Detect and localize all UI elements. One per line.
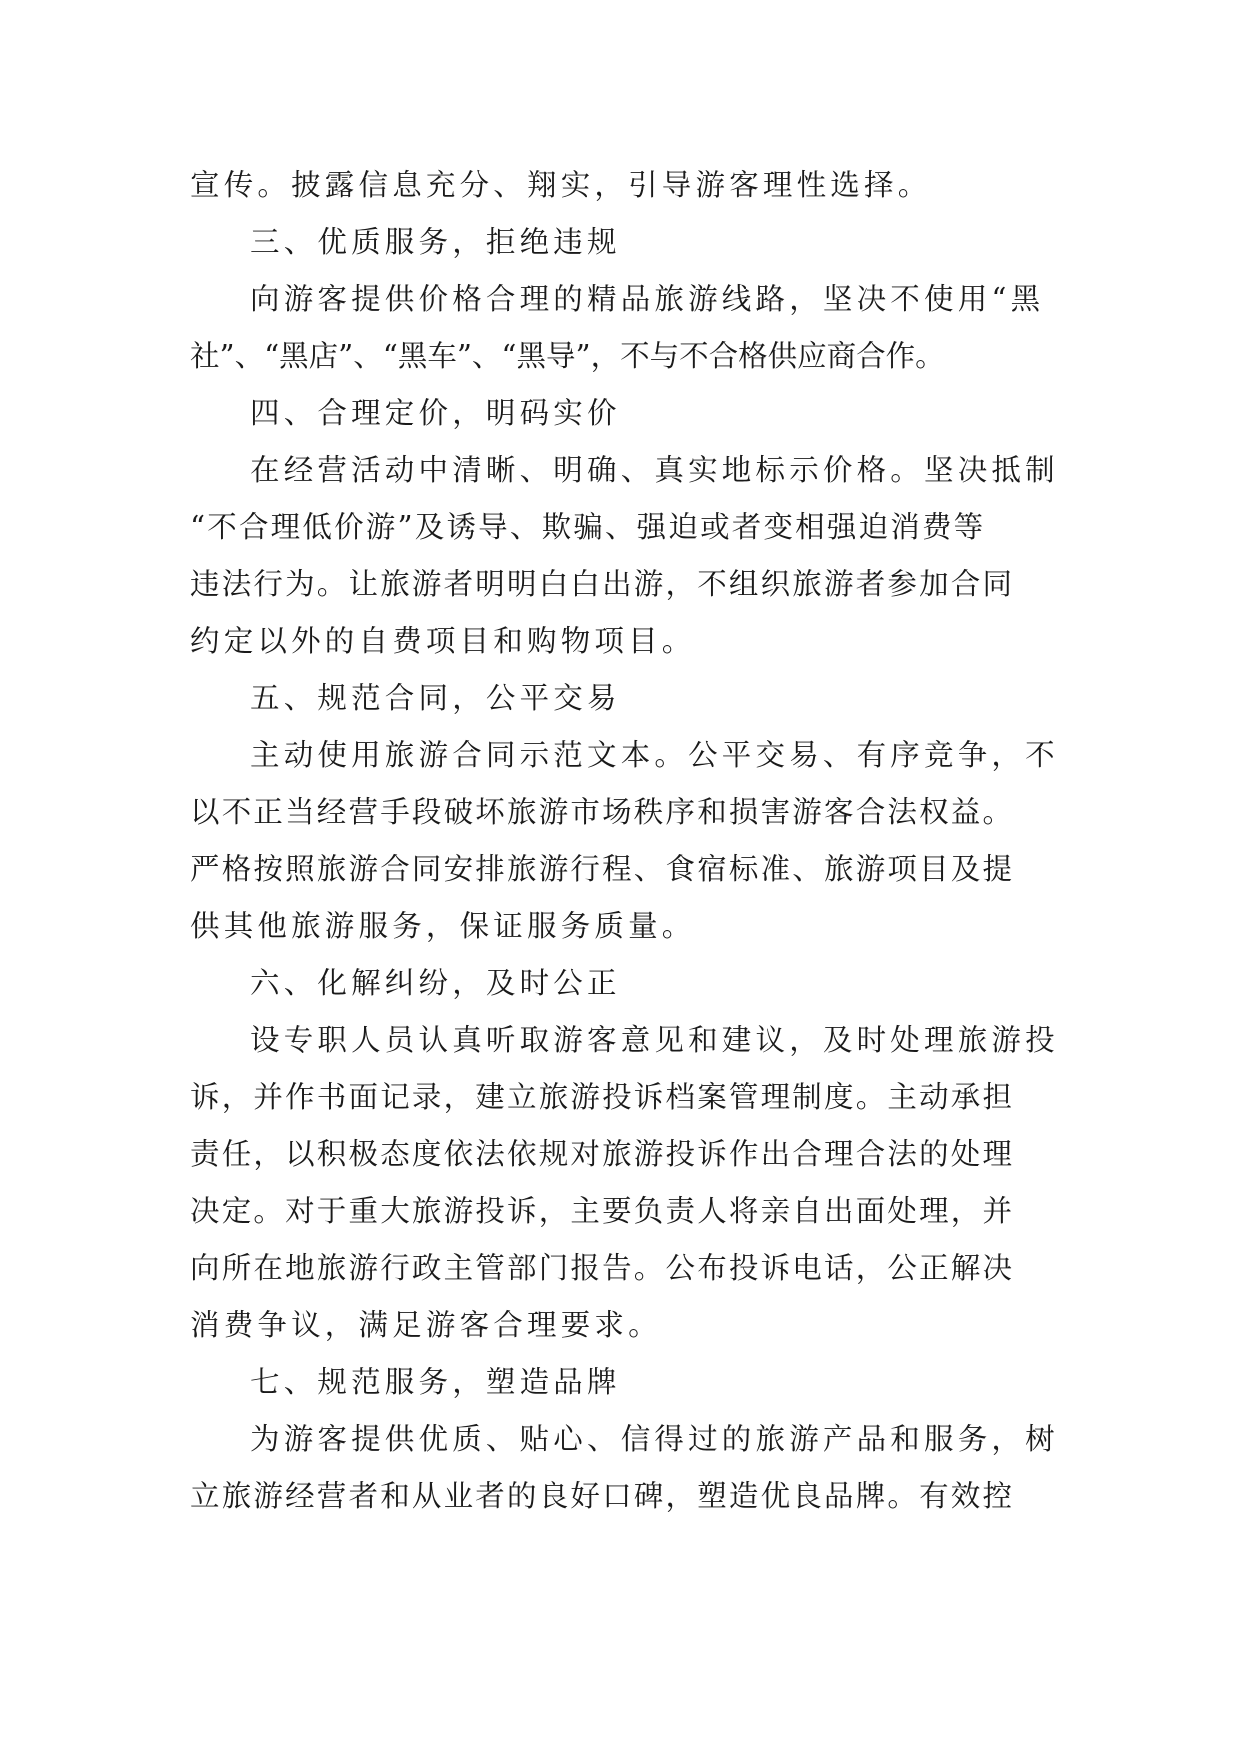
text-line: “不合理低价游”及诱导、欺骗、强迫或者变相强迫消费等 (190, 510, 986, 544)
section-heading: 四、合理定价，明码实价 (250, 396, 621, 430)
text-line: 诉，并作书面记录，建立旅游投诉档案管理制度。主动承担 (190, 1080, 1015, 1114)
text-line: 决定。对于重大旅游投诉，主要负责人将亲自出面处理，并 (190, 1194, 1015, 1228)
text-line: 消费争议，满足游客合理要求。 (190, 1308, 662, 1342)
text-line: 立旅游经营者和从业者的良好口碑，塑造优良品牌。有效控 (190, 1479, 1015, 1513)
text-line: 社”、“黑店”、“黑车”、“黑导”，不与不合格供应商合作。 (190, 339, 945, 373)
text-line: 供其他旅游服务，保证服务质量。 (190, 909, 696, 943)
text-line: 约定以外的自费项目和购物项目。 (190, 624, 696, 658)
text-line: 为游客提供优质、贴心、信得过的旅游产品和服务，树 (250, 1422, 1059, 1456)
section-heading: 七、规范服务，塑造品牌 (250, 1365, 621, 1399)
text-line: 设专职人员认真听取游客意见和建议，及时处理旅游投 (250, 1023, 1059, 1057)
text-line: 在经营活动中清晰、明确、真实地标示价格。坚决抵制 (250, 453, 1059, 487)
text-line: 严格按照旅游合同安排旅游行程、食宿标准、旅游项目及提 (190, 852, 1015, 886)
text-line: 违法行为。让旅游者明明白白出游，不组织旅游者参加合同 (190, 567, 1015, 601)
text-line: 责任，以积极态度依法依规对旅游投诉作出合理合法的处理 (190, 1137, 1015, 1171)
text-line: 以不正当经营手段破坏旅游市场秩序和损害游客合法权益。 (190, 795, 1015, 829)
section-heading: 五、规范合同，公平交易 (250, 681, 621, 715)
section-heading: 六、化解纠纷，及时公正 (250, 966, 621, 1000)
text-line: 主动使用旅游合同示范文本。公平交易、有序竞争，不 (250, 738, 1059, 772)
section-heading: 三、优质服务，拒绝违规 (250, 225, 621, 259)
text-line: 向游客提供价格合理的精品旅游线路，坚决不使用“黑 (250, 282, 1045, 316)
text-line: 宣传。披露信息充分、翔实，引导游客理性选择。 (190, 168, 932, 202)
text-line: 向所在地旅游行政主管部门报告。公布投诉电话，公正解决 (190, 1251, 1015, 1285)
